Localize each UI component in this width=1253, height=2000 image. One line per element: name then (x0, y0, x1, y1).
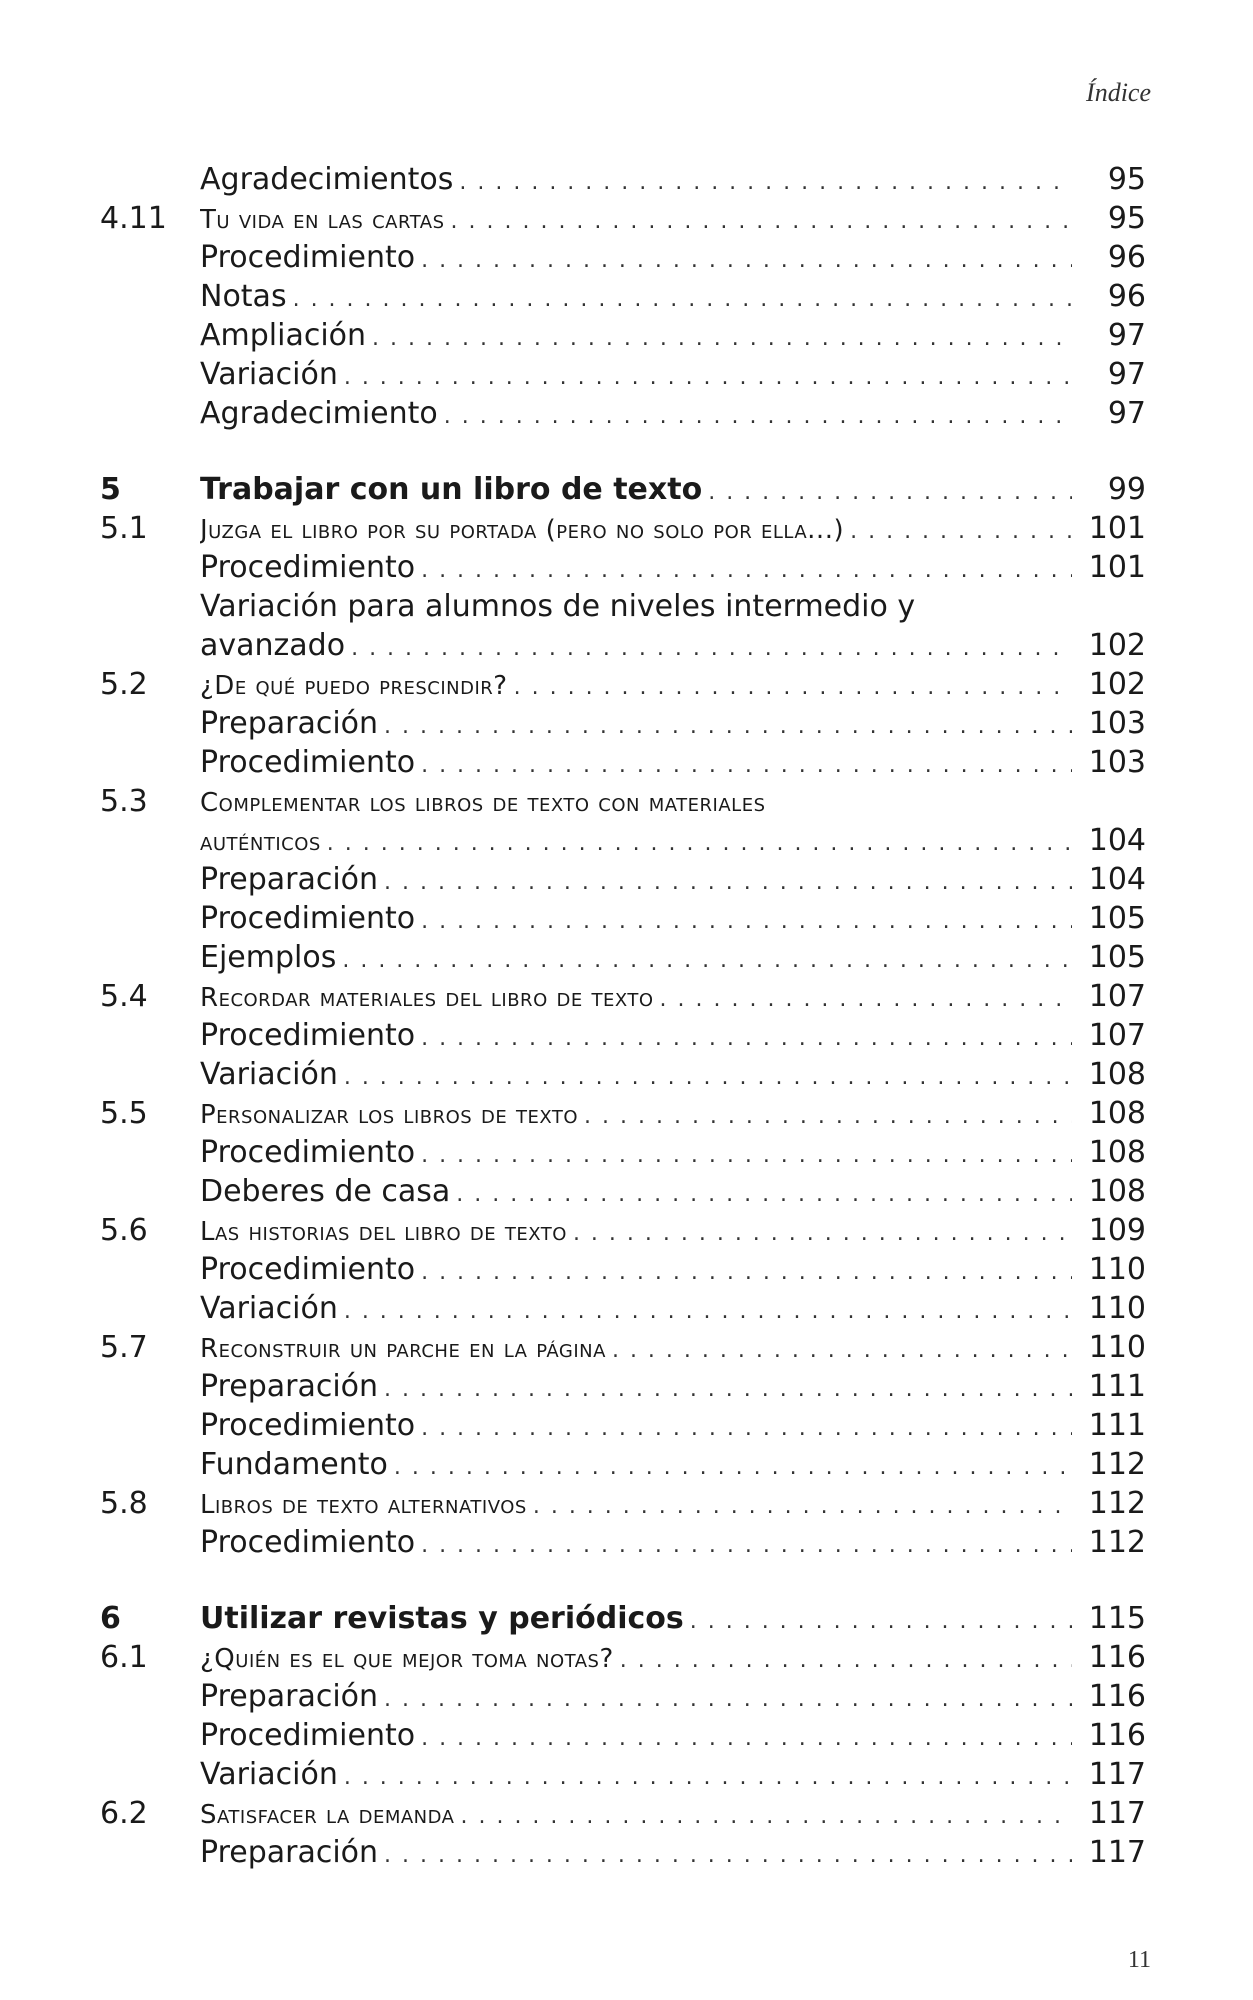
toc-entry-line (200, 316, 1146, 355)
toc-entry-title: Fundamento (200, 1447, 388, 1482)
toc-entry-title: Preparación (200, 706, 379, 741)
toc-entry-line (200, 1367, 1146, 1406)
dot-leader (344, 1755, 1072, 1794)
toc-entry-page: 105 (1088, 940, 1146, 975)
toc-entry-number: 5.3 (100, 784, 148, 819)
toc-entry (100, 1523, 1146, 1562)
toc-entry-page: 109 (1088, 1213, 1146, 1248)
dot-leader (384, 1367, 1072, 1406)
toc-entry-title: Variación (200, 1757, 338, 1792)
toc-entry-page: 97 (1107, 318, 1146, 353)
toc-entry-page: 105 (1088, 901, 1146, 936)
toc-entry (100, 199, 1146, 238)
dot-leader (384, 860, 1072, 899)
toc-entry-page: 97 (1107, 396, 1146, 431)
dot-leader (327, 821, 1072, 860)
toc-entry (100, 1211, 1146, 1250)
toc-entry-line (200, 938, 1146, 977)
toc-entry-title: Reconstruir un parche en la página (200, 1334, 606, 1364)
toc-entry-line (200, 1133, 1146, 1172)
toc-entry-number: 5.5 (100, 1096, 148, 1131)
toc-entry (100, 1445, 1146, 1484)
toc-entry-line (200, 743, 1146, 782)
toc-entry-number: 6 (100, 1601, 121, 1636)
toc-entry-title: Preparación (200, 862, 379, 897)
running-title: Índice (1086, 78, 1151, 107)
toc-entry-title: Personalizar los libros de texto (200, 1100, 579, 1130)
toc-entry-line (200, 1406, 1146, 1445)
toc-entry-page: 115 (1088, 1601, 1146, 1636)
toc-entry-page: 108 (1088, 1096, 1146, 1131)
toc-entry-page: 95 (1107, 162, 1146, 197)
toc-entry-title: avanzado (200, 628, 346, 663)
toc-entry-page: 112 (1088, 1486, 1146, 1521)
toc-entry-title: Preparación (200, 1835, 379, 1870)
toc-entry-page: 108 (1088, 1174, 1146, 1209)
toc-entry (100, 1638, 1146, 1677)
toc-entry-title: Recordar materiales del libro de texto (200, 983, 654, 1013)
toc-entry-line (200, 1833, 1146, 1872)
toc-entry-line (200, 355, 1146, 394)
toc-entry-title: Tu vida en las cartas (200, 205, 445, 235)
toc-entry-line (200, 1755, 1146, 1794)
dot-leader (421, 1016, 1072, 1055)
toc-entry-line (200, 1484, 1146, 1523)
toc-entry-title: Agradecimientos (200, 162, 454, 197)
toc-entry-line (200, 1599, 1146, 1638)
dot-leader (573, 1211, 1072, 1250)
toc-entry-line (200, 782, 1146, 821)
dot-leader (421, 1133, 1072, 1172)
toc-entry (100, 509, 1146, 548)
toc-entry-page: 96 (1107, 279, 1146, 314)
toc-entry (100, 1406, 1146, 1445)
toc-entry-page: 108 (1088, 1057, 1146, 1092)
toc-entry-page: 116 (1088, 1718, 1146, 1753)
toc-entry-title: Procedimiento (200, 1718, 416, 1753)
dot-leader (533, 1484, 1072, 1523)
dot-leader (514, 665, 1072, 704)
table-of-contents (100, 160, 1146, 1872)
toc-entry (100, 704, 1146, 743)
toc-entry-title: Procedimiento (200, 1135, 416, 1170)
toc-entry-title: Procedimiento (200, 1018, 416, 1053)
toc-entry (100, 1716, 1146, 1755)
toc-entry-title: Deberes de casa (200, 1174, 451, 1209)
toc-entry-title: Procedimiento (200, 550, 416, 585)
toc-entry-title: Ampliación (200, 318, 367, 353)
toc-entry-line (200, 860, 1146, 899)
toc-entry-title: Trabajar con un libro de texto (200, 472, 703, 507)
toc-entry-page: 102 (1088, 628, 1146, 663)
dot-leader (344, 1289, 1072, 1328)
toc-entry-page: 110 (1088, 1252, 1146, 1287)
toc-entry-title: Variación (200, 1057, 338, 1092)
toc-entry-line (200, 1211, 1146, 1250)
toc-entry-page: 99 (1107, 472, 1146, 507)
toc-entry-line (200, 509, 1146, 548)
toc-entry-line (200, 1523, 1146, 1562)
toc-entry (100, 1677, 1146, 1716)
toc-entry-title: Variación para alumnos de niveles intermedio y (200, 589, 916, 624)
toc-entry (100, 1289, 1146, 1328)
toc-entry-line (200, 1638, 1146, 1677)
toc-entry-page: 101 (1088, 511, 1146, 546)
toc-entry-page: 95 (1107, 201, 1146, 236)
toc-entry-title: Variación (200, 1291, 338, 1326)
toc-entry-page: 96 (1107, 240, 1146, 275)
dot-leader (293, 277, 1072, 316)
dot-leader (451, 199, 1072, 238)
toc-entry-title: Preparación (200, 1679, 379, 1714)
toc-entry-page: 97 (1107, 357, 1146, 392)
dot-leader (384, 1833, 1072, 1872)
toc-entry-line (200, 977, 1146, 1016)
toc-entry-line (200, 1016, 1146, 1055)
toc-entry (100, 821, 1146, 860)
toc-entry-line (200, 1445, 1146, 1484)
toc-entry (100, 160, 1146, 199)
toc-entry (100, 1328, 1146, 1367)
toc-entry-number: 5.4 (100, 979, 148, 1014)
dot-leader (421, 1250, 1072, 1289)
toc-entry-line (200, 704, 1146, 743)
toc-entry (100, 782, 1146, 821)
toc-entry-page: 111 (1088, 1369, 1146, 1404)
dot-leader (421, 743, 1072, 782)
dot-leader (660, 977, 1072, 1016)
toc-entry-title: Variación (200, 357, 338, 392)
toc-entry (100, 1055, 1146, 1094)
dot-leader (690, 1599, 1072, 1638)
toc-entry-page: 107 (1088, 979, 1146, 1014)
dot-leader (421, 1523, 1072, 1562)
dot-leader (612, 1328, 1072, 1367)
toc-entry-line (200, 1055, 1146, 1094)
dot-leader (459, 160, 1072, 199)
dot-leader (421, 238, 1072, 277)
toc-entry (100, 470, 1146, 509)
toc-entry-line (200, 665, 1146, 704)
dot-leader (394, 1445, 1072, 1484)
toc-entry-page: 104 (1088, 823, 1146, 858)
toc-entry-title: Procedimiento (200, 240, 416, 275)
toc-entry-number: 5 (100, 472, 121, 507)
toc-entry-line (200, 1328, 1146, 1367)
dot-leader (421, 1716, 1072, 1755)
toc-entry-page: 111 (1088, 1408, 1146, 1443)
toc-entry-line (200, 470, 1146, 509)
toc-entry-line (200, 1677, 1146, 1716)
toc-entry-title: Preparación (200, 1369, 379, 1404)
toc-entry-title: auténticos (200, 827, 321, 857)
toc-entry-title: Utilizar revistas y periódicos (200, 1601, 684, 1636)
toc-entry-title: Las historias del libro de texto (200, 1217, 567, 1247)
toc-entry-page: 117 (1088, 1757, 1146, 1792)
toc-entry-page: 116 (1088, 1640, 1146, 1675)
dot-leader (584, 1094, 1072, 1133)
toc-entry-number: 5.7 (100, 1330, 148, 1365)
toc-entry-title: Ejemplos (200, 940, 337, 975)
toc-entry (100, 1016, 1146, 1055)
toc-entry-line (200, 1172, 1146, 1211)
toc-entry-line (200, 548, 1146, 587)
dot-leader (708, 470, 1072, 509)
dot-leader (620, 1638, 1072, 1677)
toc-entry-page: 116 (1088, 1679, 1146, 1714)
dot-leader (342, 938, 1072, 977)
toc-entry-page: 117 (1088, 1796, 1146, 1831)
toc-entry (100, 1484, 1146, 1523)
toc-entry (100, 548, 1146, 587)
toc-entry-number: 5.6 (100, 1213, 148, 1248)
dot-leader (344, 1055, 1072, 1094)
toc-entry-title: Agradecimiento (200, 396, 438, 431)
toc-entry-title: Notas (200, 279, 287, 314)
toc-entry-title: Procedimiento (200, 1525, 416, 1560)
toc-entry-line (200, 899, 1146, 938)
toc-entry (100, 743, 1146, 782)
toc-entry-line (200, 587, 1146, 626)
toc-entry-line (200, 1094, 1146, 1133)
toc-entry (100, 899, 1146, 938)
toc-entry-line (200, 199, 1146, 238)
toc-entry-title: Procedimiento (200, 1408, 416, 1443)
toc-entry-title: ¿De qué puedo prescindir? (200, 671, 508, 701)
toc-entry-number: 6.2 (100, 1796, 148, 1831)
toc-entry (100, 394, 1146, 433)
dot-leader (351, 626, 1072, 665)
toc-entry-page: 112 (1088, 1525, 1146, 1560)
toc-entry-line (200, 238, 1146, 277)
dot-leader (384, 704, 1072, 743)
toc-entry-title: Satisfacer la demanda (200, 1800, 455, 1830)
toc-entry-page: 104 (1088, 862, 1146, 897)
toc-entry (100, 626, 1146, 665)
toc-entry-title: ¿Quién es el que mejor toma notas? (200, 1644, 614, 1674)
toc-entry (100, 1094, 1146, 1133)
toc-entry-page: 117 (1088, 1835, 1146, 1870)
toc-entry-page: 110 (1088, 1330, 1146, 1365)
toc-entry (100, 238, 1146, 277)
dot-leader (421, 899, 1072, 938)
toc-entry-title: Complementar los libros de texto con materiales (200, 788, 766, 818)
dot-leader (421, 548, 1072, 587)
toc-entry (100, 277, 1146, 316)
toc-entry (100, 1794, 1146, 1833)
toc-entry-number: 5.1 (100, 511, 148, 546)
toc-entry-line (200, 1250, 1146, 1289)
toc-entry-number: 5.8 (100, 1486, 148, 1521)
toc-entry-title: Procedimiento (200, 901, 416, 936)
toc-entry-line (200, 821, 1146, 860)
toc-entry-page: 103 (1088, 706, 1146, 741)
toc-entry-title: Libros de texto alternativos (200, 1490, 527, 1520)
dot-leader (456, 1172, 1072, 1211)
toc-entry-line (200, 1716, 1146, 1755)
toc-entry-number: 5.2 (100, 667, 148, 702)
toc-entry-line (200, 1794, 1146, 1833)
toc-entry (100, 665, 1146, 704)
toc-entry (100, 316, 1146, 355)
toc-entry-line (200, 394, 1146, 433)
toc-entry-line (200, 1289, 1146, 1328)
toc-entry-page: 103 (1088, 745, 1146, 780)
toc-entry (100, 1250, 1146, 1289)
toc-entry (100, 355, 1146, 394)
toc-entry (100, 1755, 1146, 1794)
dot-leader (850, 509, 1072, 548)
toc-entry (100, 1599, 1146, 1638)
toc-entry-title: Procedimiento (200, 745, 416, 780)
toc-entry (100, 1172, 1146, 1211)
dot-leader (421, 1406, 1072, 1445)
toc-entry (100, 860, 1146, 899)
toc-entry-page: 107 (1088, 1018, 1146, 1053)
toc-entry-page: 102 (1088, 667, 1146, 702)
toc-entry-page: 101 (1088, 550, 1146, 585)
toc-entry-line (200, 160, 1146, 199)
dot-leader (460, 1794, 1072, 1833)
toc-entry-page: 112 (1088, 1447, 1146, 1482)
toc-entry-number: 6.1 (100, 1640, 148, 1675)
toc-entry-page: 110 (1088, 1291, 1146, 1326)
toc-entry (100, 587, 1146, 626)
toc-entry-number: 4.11 (100, 201, 167, 236)
toc-entry-page: 108 (1088, 1135, 1146, 1170)
dot-leader (444, 394, 1072, 433)
toc-entry-title: Procedimiento (200, 1252, 416, 1287)
toc-entry (100, 1833, 1146, 1872)
toc-entry-title: Juzga el libro por su portada (pero no solo por ella...) (200, 515, 845, 545)
dot-leader (384, 1677, 1072, 1716)
toc-entry (100, 1367, 1146, 1406)
page-number: 11 (1127, 1947, 1151, 1973)
dot-leader (372, 316, 1072, 355)
dot-leader (344, 355, 1072, 394)
toc-entry (100, 938, 1146, 977)
toc-entry (100, 977, 1146, 1016)
toc-entry-line (200, 277, 1146, 316)
toc-entry (100, 1133, 1146, 1172)
toc-entry-line (200, 626, 1146, 665)
